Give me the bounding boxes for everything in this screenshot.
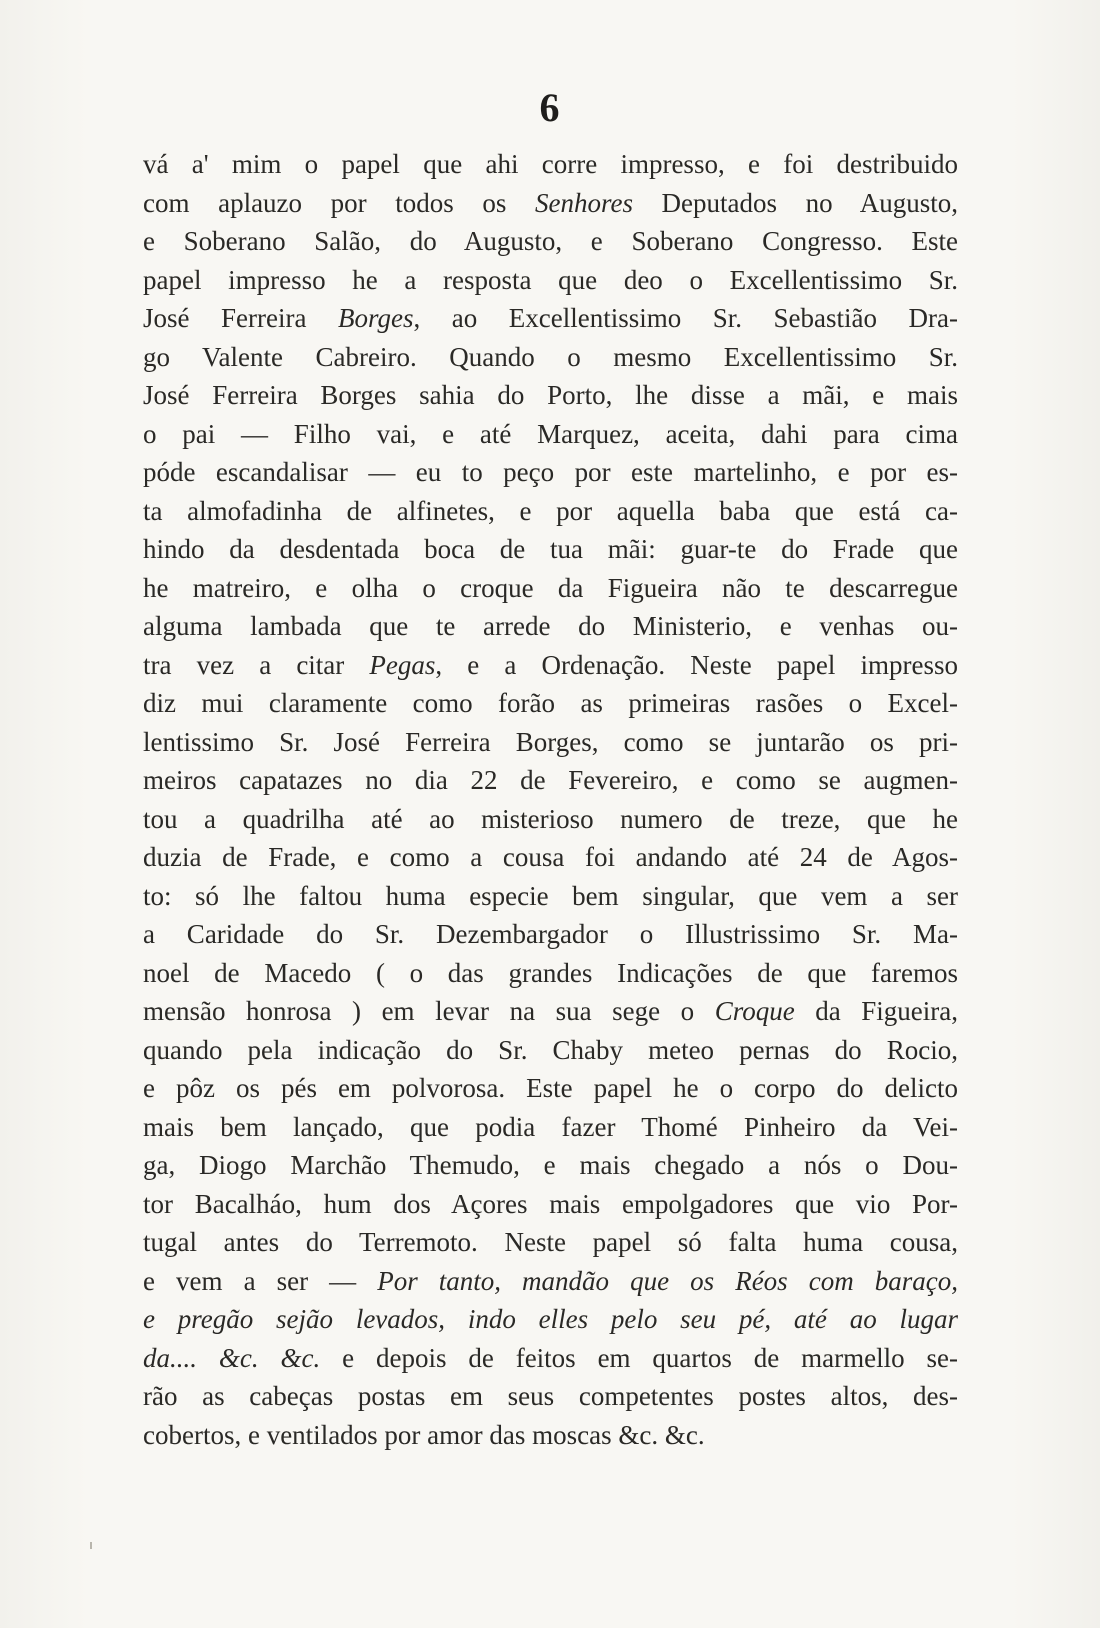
text-line <box>143 607 958 646</box>
text-line <box>143 915 958 954</box>
text-span: to: só lhe faltou huma especie bem singular, que vem a ser <box>143 880 958 911</box>
text-span: quando pela indicação do Sr. Chaby meteo pernas do Rocio, <box>143 1034 958 1065</box>
italic-span: Borges <box>337 303 414 333</box>
text-span: tou a quadrilha até ao misterioso numero de treze, que he <box>143 803 958 834</box>
text-span: e depois de feitos em quartos de marmello se- <box>320 1342 958 1373</box>
text-line <box>143 1300 958 1339</box>
text-line <box>143 1069 958 1108</box>
text-line <box>143 338 958 377</box>
text-span: cobertos, e ventilados por amor das moscas &c. &c. <box>143 1419 705 1450</box>
text-span: José Ferreira <box>143 303 338 333</box>
text-span: José Ferreira Borges sahia do Porto, lhe disse a mãi, e mais <box>143 380 958 410</box>
text-span: vá a' mim o papel que ahi corre impresso, e foi destribuido <box>143 149 958 179</box>
text-span: mensão honrosa ) em levar na sua sege o <box>143 996 715 1026</box>
text-span: e pôz os pés em polvorosa. Este papel he o corpo do delicto <box>143 1073 958 1103</box>
text-span: meiros capatazes no dia 22 de Fevereiro, e como se augmen- <box>143 765 958 795</box>
text-span: tor Bacalháo, hum dos Açores mais empolgadores que vio Por- <box>143 1188 958 1219</box>
text-line <box>143 530 958 569</box>
text-span: e vem a ser — <box>143 1265 378 1296</box>
text-span: póde escandalisar — eu to peço por este martelinho, e por es- <box>143 457 958 487</box>
text-line <box>143 145 958 184</box>
page-number: 6 <box>539 85 561 130</box>
text-line <box>143 992 958 1031</box>
text-span: rão as cabeças postas em seus competentes postes altos, des- <box>143 1381 958 1411</box>
text-line <box>143 1031 958 1070</box>
ink-speck <box>90 1542 92 1549</box>
text-line <box>143 954 958 993</box>
text-line <box>143 261 958 300</box>
italic-span: e pregão sejão levados, indo elles pelo seu pé, até ao lugar <box>143 1304 958 1334</box>
text-span: papel impresso he a resposta que deo o Excellentissimo Sr. <box>143 264 958 295</box>
text-span: tra vez a citar <box>143 649 370 680</box>
italic-span: Croque <box>714 996 795 1026</box>
text-span: , ao Excellentissimo Sr. Sebastião Dra- <box>413 303 958 333</box>
text-span: tugal antes do Terremoto. Neste papel só falta huma cousa, <box>143 1227 958 1257</box>
text-span: lentissimo Sr. José Ferreira Borges, como se juntarão os pri- <box>143 726 958 757</box>
text-span: noel de Macedo ( o das grandes Indicações de que faremos <box>143 957 958 988</box>
text-line <box>143 222 958 261</box>
italic-span: Por tanto, mandão que os Réos com baraço, <box>377 1265 958 1296</box>
italic-span: Senhores <box>534 187 633 218</box>
text-line <box>143 877 958 916</box>
text-span: alguma lambada que te arrede do Ministerio, e venhas ou- <box>143 611 958 641</box>
italic-span: da.... &c. &c. <box>143 1342 321 1373</box>
text-span: o pai — Filho vai, e até Marquez, aceita, dahi para cima <box>143 418 958 449</box>
text-line <box>143 1416 958 1455</box>
text-span: a Caridade do Sr. Dezembargador o Illustrissimo Sr. Ma- <box>143 919 958 949</box>
text-line <box>143 1262 958 1301</box>
text-span: ga, Diogo Marchão Themudo, e mais chegado a nós o Dou- <box>143 1150 958 1180</box>
body-text <box>143 145 958 1454</box>
text-line <box>143 1108 958 1147</box>
text-line <box>143 838 958 877</box>
text-line <box>143 800 958 839</box>
text-line <box>143 492 958 531</box>
text-line <box>143 184 958 223</box>
text-line <box>143 569 958 608</box>
text-line <box>143 1223 958 1262</box>
text-span: duzia de Frade, e como a cousa foi andando até 24 de Agos- <box>143 842 958 872</box>
text-line <box>143 723 958 762</box>
text-line <box>143 1185 958 1224</box>
text-span: diz mui claramente como forão as primeiras rasões o Excel- <box>143 688 958 718</box>
text-span: ta almofadinha de alfinetes, e por aquella baba que está ca- <box>143 495 958 526</box>
italic-span: Pegas <box>369 649 436 680</box>
text-span: da Figueira, <box>794 996 958 1026</box>
text-line <box>143 1377 958 1416</box>
text-line <box>143 1146 958 1185</box>
text-span: Deputados no Augusto, <box>632 187 958 218</box>
text-span: hindo da desdentada boca de tua mãi: guar-te do Frade que <box>143 534 958 564</box>
text-span: he matreiro, e olha o croque da Figueira não te descarregue <box>143 572 958 603</box>
text-span: , e a Ordenação. Neste papel impresso <box>435 649 958 680</box>
text-line <box>143 415 958 454</box>
text-line <box>143 684 958 723</box>
text-line <box>143 453 958 492</box>
text-span: go Valente Cabreiro. Quando o mesmo Excellentissimo Sr. <box>143 341 958 372</box>
text-span: e Soberano Salão, do Augusto, e Soberano Congresso. Este <box>143 226 958 256</box>
text-line <box>143 376 958 415</box>
text-span: mais bem lançado, que podia fazer Thomé Pinheiro da Vei- <box>143 1111 958 1142</box>
text-line <box>143 761 958 800</box>
text-line <box>143 299 958 338</box>
text-span: com aplauzo por todos os <box>143 187 535 218</box>
text-line <box>143 1339 958 1378</box>
text-line <box>143 646 958 685</box>
